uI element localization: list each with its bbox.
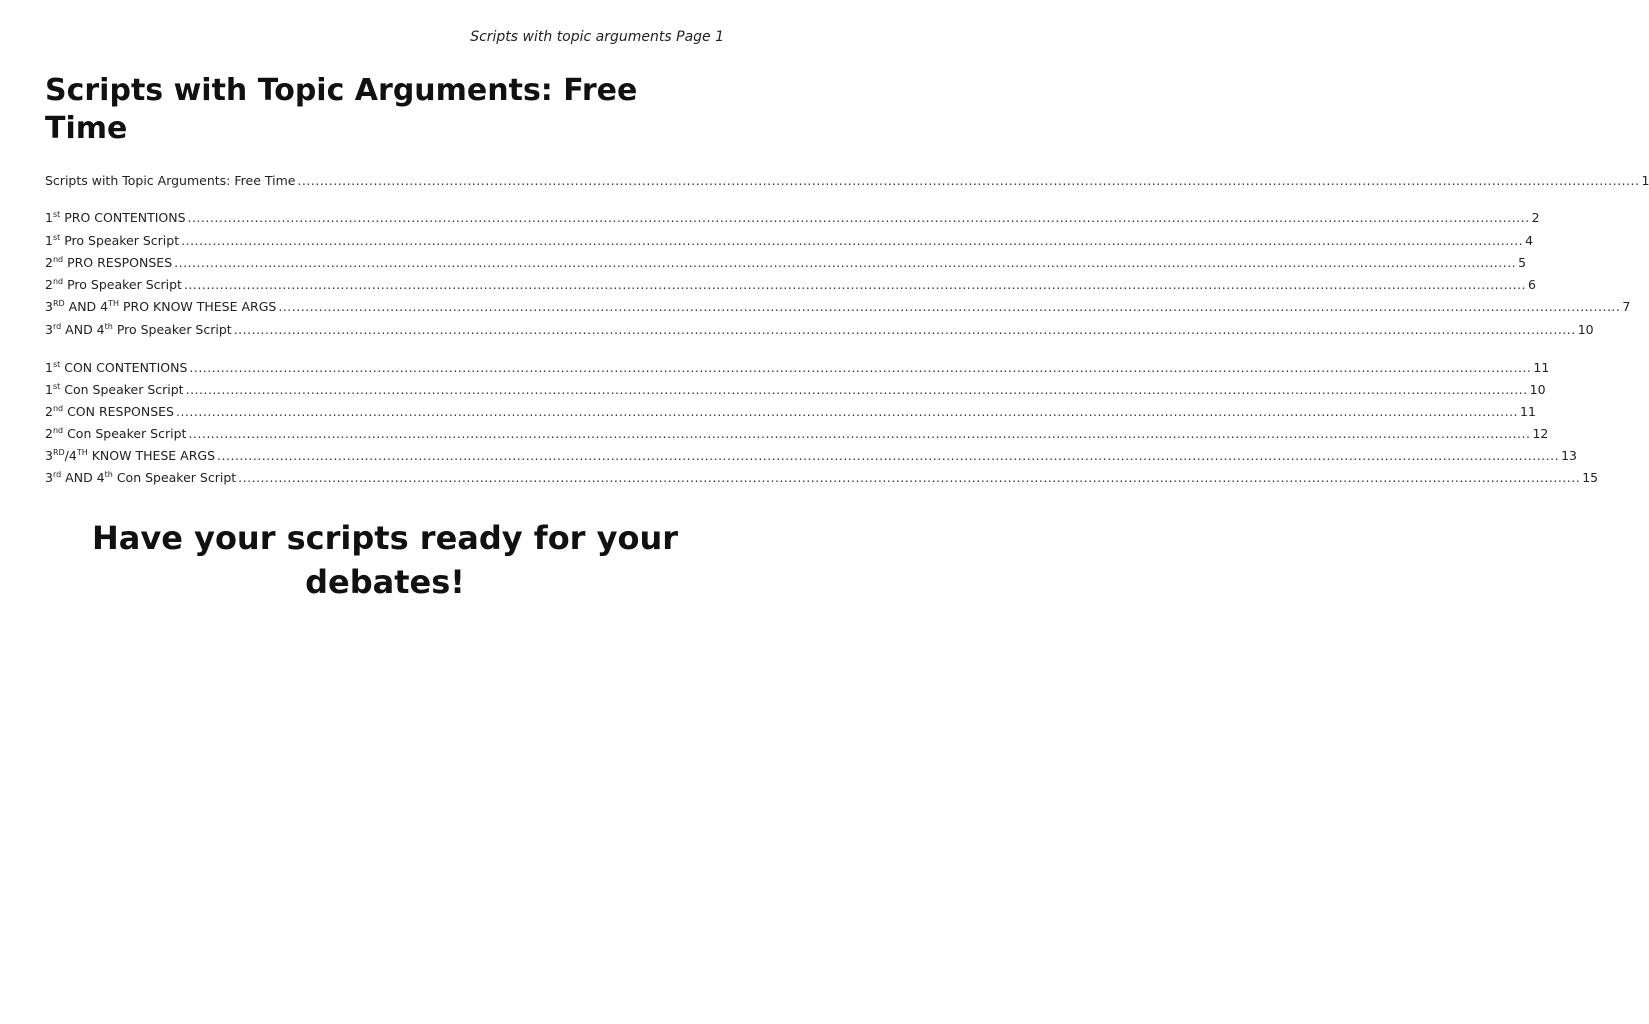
- toc-dot-leader: ............................................................................................................................................................................................................................................................................................................: [187, 210, 1530, 225]
- toc-page-number: 10: [1529, 382, 1546, 397]
- toc-entry[interactable]: [45, 403, 1536, 421]
- toc-entry-label: [45, 254, 172, 272]
- toc-entry[interactable]: [45, 381, 1546, 399]
- toc-label-superscript: nd: [52, 255, 64, 264]
- toc-label-text: Con Speaker Script: [60, 382, 184, 397]
- toc-page-number: 4: [1525, 233, 1534, 248]
- toc-label-text: AND 4: [64, 299, 109, 314]
- toc-entry-label: [45, 298, 276, 316]
- toc-page-number: 6: [1528, 277, 1536, 292]
- toc-label-text: Pro Speaker Script: [60, 233, 180, 248]
- toc-label-text: 3: [45, 299, 53, 314]
- toc-entry-label: [45, 359, 187, 377]
- toc-label-text: 1: [45, 360, 53, 375]
- toc-label-superscript: RD: [52, 299, 65, 308]
- toc-entry-label: [45, 469, 236, 487]
- toc-label-text: 2: [45, 255, 53, 270]
- toc-entry[interactable]: [45, 209, 1540, 227]
- toc-entry-label: [45, 425, 186, 443]
- toc-page-number: 7: [1622, 299, 1631, 314]
- toc-label-text: AND 4: [61, 470, 105, 485]
- toc-entry[interactable]: [45, 359, 1550, 377]
- toc-entry[interactable]: [45, 469, 1599, 487]
- toc-page-number: 2: [1531, 210, 1540, 225]
- running-header: Scripts with topic arguments Page 1: [470, 29, 724, 45]
- toc-label-text: KNOW THESE ARGS: [87, 448, 216, 463]
- toc-label-superscript: th: [104, 322, 113, 331]
- toc-entry-label: [45, 403, 174, 421]
- toc-label-superscript: st: [52, 360, 61, 369]
- toc-page-number: 13: [1561, 448, 1577, 463]
- toc-dot-leader: ............................................................................................................................................................................................................................................................................................................: [278, 299, 1621, 314]
- toc-dot-leader: ............................................................................................................................................................................................................................................................................................................: [233, 322, 1576, 337]
- toc-label-text: Con Speaker Script: [63, 426, 187, 441]
- toc-dot-leader: ............................................................................................................................................................................................................................................................................................................: [185, 382, 1528, 397]
- toc-label-text: 1: [45, 382, 53, 397]
- toc-entry-label: [45, 276, 182, 294]
- toc-label-text: 2: [45, 404, 53, 419]
- toc-dot-leader: ............................................................................................................................................................................................................................................................................................................: [238, 470, 1581, 485]
- toc-label-superscript: rd: [52, 470, 62, 479]
- toc-label-superscript: TH: [76, 448, 88, 457]
- toc-label-superscript: TH: [108, 299, 120, 308]
- closing-message: [0, 516, 770, 604]
- toc-dot-leader: ............................................................................................................................................................................................................................................................................................................: [181, 233, 1524, 248]
- toc-dot-leader: ............................................................................................................................................................................................................................................................................................................: [183, 277, 1526, 292]
- toc-label-text: 2: [45, 277, 53, 292]
- toc-label-text: Pro Speaker Script: [63, 277, 182, 292]
- toc-label-text: CON CONTENTIONS: [60, 360, 188, 375]
- toc-label-text: 1: [45, 233, 53, 248]
- toc-label-text: 3: [45, 448, 53, 463]
- toc-label-superscript: th: [104, 470, 113, 479]
- toc-page-number: 10: [1577, 322, 1594, 337]
- toc-dot-leader: ............................................................................................................................................................................................................................................................................................................: [176, 404, 1519, 419]
- toc-dot-leader: ............................................................................................................................................................................................................................................................................................................: [217, 448, 1560, 463]
- toc-entry[interactable]: [45, 276, 1536, 294]
- toc-entry[interactable]: [45, 321, 1594, 339]
- toc-entry[interactable]: [45, 172, 1649, 190]
- toc-dot-leader: ............................................................................................................................................................................................................................................................................................................: [297, 173, 1640, 188]
- toc-entry-label: [45, 447, 215, 465]
- toc-label-text: PRO RESPONSES: [63, 255, 173, 270]
- toc-label-text: AND 4: [61, 322, 105, 337]
- toc-label-superscript: RD: [52, 448, 65, 457]
- toc-entry[interactable]: [45, 232, 1534, 250]
- toc-label-text: PRO CONTENTIONS: [60, 210, 186, 225]
- toc-entry[interactable]: [45, 425, 1549, 443]
- toc-entry[interactable]: [45, 298, 1631, 316]
- toc-label-superscript: nd: [52, 404, 64, 413]
- toc-label-text: PRO KNOW THESE ARGS: [119, 299, 277, 314]
- toc-page-number: 5: [1518, 255, 1527, 270]
- toc-entry-label: [45, 232, 179, 250]
- document-title: Scripts with Topic Arguments: Free Time: [45, 73, 638, 146]
- toc-label-text: Pro Speaker Script: [112, 322, 232, 337]
- toc-label-text: CON RESPONSES: [63, 404, 174, 419]
- toc-label-text: 3: [45, 322, 53, 337]
- toc-label-text: 3: [45, 470, 53, 485]
- toc-entry[interactable]: [45, 254, 1527, 272]
- toc-entry-label: [45, 381, 184, 399]
- toc-label-text: 1: [45, 210, 53, 225]
- toc-page-number: 15: [1582, 470, 1599, 485]
- toc-page-number: 11: [1533, 360, 1550, 375]
- toc-entry-label: [45, 209, 186, 227]
- toc-label-text: Scripts with Topic Arguments: Free Time: [45, 173, 296, 188]
- toc-label-superscript: st: [52, 382, 61, 391]
- toc-label-text: Con Speaker Script: [112, 470, 237, 485]
- closing-line-2: debates!: [305, 563, 465, 601]
- toc-dot-leader: ............................................................................................................................................................................................................................................................................................................: [174, 255, 1517, 270]
- toc-label-superscript: rd: [52, 322, 62, 331]
- toc-label-superscript: nd: [52, 426, 64, 435]
- toc-entry-label: [45, 321, 232, 339]
- toc-label-text: 2: [45, 426, 53, 441]
- toc-page-number: 12: [1532, 426, 1549, 441]
- toc-label-superscript: nd: [52, 277, 64, 286]
- toc-entry-label: [45, 172, 295, 190]
- toc-dot-leader: ............................................................................................................................................................................................................................................................................................................: [189, 360, 1532, 375]
- toc-page-number: 1: [1641, 173, 1649, 188]
- toc-label-text: /4: [64, 448, 77, 463]
- toc-label-superscript: st: [52, 210, 61, 219]
- toc-entry[interactable]: [45, 447, 1577, 465]
- toc-page-number: 11: [1520, 404, 1536, 419]
- toc-label-superscript: st: [52, 233, 61, 242]
- toc-dot-leader: ............................................................................................................................................................................................................................................................................................................: [188, 426, 1531, 441]
- closing-line-1: Have your scripts ready for your: [92, 519, 678, 557]
